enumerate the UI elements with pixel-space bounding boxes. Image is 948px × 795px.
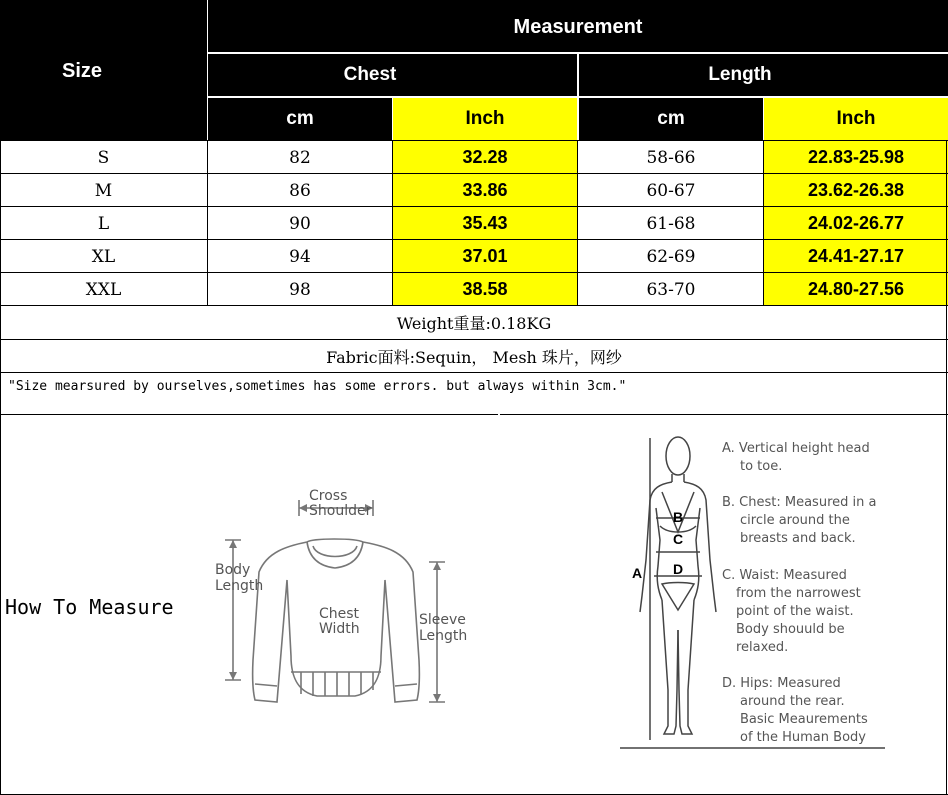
note-c: relaxed. <box>736 640 789 655</box>
table-row-length-cm: 63-70 <box>646 279 696 300</box>
table-row-chest-cm: 86 <box>289 180 311 201</box>
cross-shoulder-label: Cross <box>309 488 348 504</box>
table-row-chest-inch: 35.43 <box>462 213 508 233</box>
marker-c: C <box>673 531 684 547</box>
table-row-chest-inch: 37.01 <box>462 246 508 266</box>
table-row-chest-inch: 33.86 <box>462 180 508 200</box>
weight-info: Weight重量:0.18KG <box>396 314 552 333</box>
note-b: circle around the <box>740 513 850 528</box>
table-row-chest-cm: 94 <box>289 246 311 267</box>
table-row-length-inch: 24.41-27.17 <box>807 246 905 266</box>
table-row-length-cm: 61-68 <box>646 213 696 234</box>
sleeve-length-label: Sleeve <box>419 612 466 628</box>
table-row-chest-cm: 90 <box>289 213 311 234</box>
body-length-label: Body <box>215 562 251 578</box>
note-c: from the narrowest <box>736 586 861 601</box>
table-row-chest-cm: 82 <box>289 147 311 168</box>
chest-width-label: Chest <box>319 606 360 622</box>
note-a: A. Vertical height head <box>722 441 870 456</box>
table-row-length-inch: 23.62-26.38 <box>807 180 905 200</box>
marker-a: A <box>632 565 643 581</box>
body-diagram <box>620 430 890 752</box>
note-c: point of the waist. <box>736 604 854 619</box>
how-to-measure-title: How To Measure <box>5 595 174 619</box>
table-row-size: S <box>97 147 110 168</box>
table-row-size: L <box>97 213 110 234</box>
length-cm-heading: cm <box>657 108 685 129</box>
length-inch-heading: Inch <box>836 108 876 129</box>
size-disclaimer: "Size mearsured by ourselves,sometimes has some errors. but always within 3cm." <box>8 378 627 394</box>
sleeve-length-label: Length <box>419 628 468 644</box>
note-d: Basic Meaurements <box>740 712 868 727</box>
table-row-length-cm: 60-67 <box>646 180 696 201</box>
table-row-chest-inch: 38.58 <box>462 279 508 299</box>
marker-b: B <box>673 509 684 525</box>
table-row-size: XXL <box>85 279 122 300</box>
chest-cm-heading: cm <box>286 108 314 129</box>
chest-heading: Chest <box>343 64 397 85</box>
table-row-length-inch: 24.80-27.56 <box>807 279 905 299</box>
table-row-length-inch: 24.02-26.77 <box>807 213 905 233</box>
table-row-length-cm: 58-66 <box>646 147 696 168</box>
table-row-size: XL <box>91 246 116 267</box>
cross-shoulder-label: Shoulder <box>309 503 372 519</box>
marker-d: D <box>673 561 684 577</box>
table-row-chest-inch: 32.28 <box>462 147 508 167</box>
table-row-size: M <box>94 180 113 201</box>
body-length-label: Length <box>215 578 264 594</box>
table-row-chest-cm: 98 <box>289 279 311 300</box>
garment-diagram <box>205 480 485 720</box>
note-b: B. Chest: Measured in a <box>722 495 877 510</box>
table-row-length-inch: 22.83-25.98 <box>807 147 905 167</box>
chest-width-label: Width <box>319 621 360 637</box>
note-d: D. Hips: Measured <box>722 676 841 691</box>
note-a: to toe. <box>740 459 783 474</box>
measurement-heading: Measurement <box>513 15 643 38</box>
fabric-info: Fabric面料:Sequin， Mesh 珠片，网纱 <box>326 348 622 367</box>
note-c: C. Waist: Measured <box>722 568 847 583</box>
note-c: Body shouuld be <box>736 622 845 637</box>
chest-inch-heading: Inch <box>465 108 505 129</box>
length-heading: Length <box>708 64 772 85</box>
size-heading: Size <box>61 59 103 82</box>
table-row-length-cm: 62-69 <box>646 246 696 267</box>
note-d: of the Human Body <box>740 730 866 745</box>
note-b: breasts and back. <box>740 531 856 546</box>
note-d: around the rear. <box>740 694 845 709</box>
